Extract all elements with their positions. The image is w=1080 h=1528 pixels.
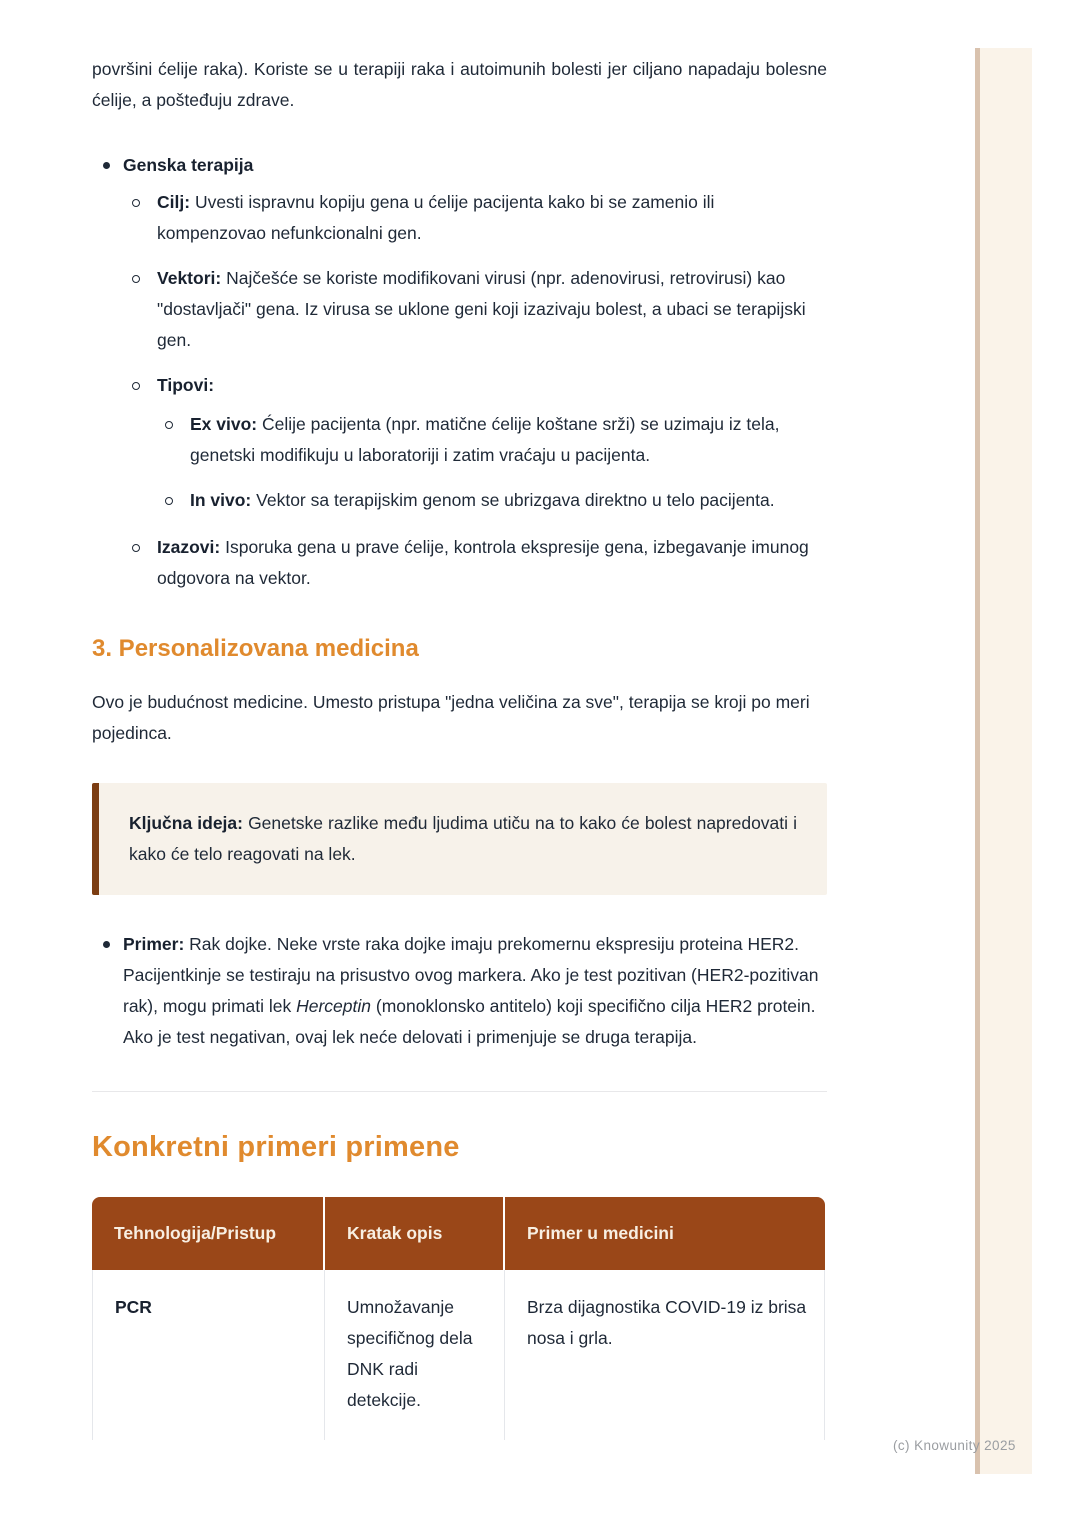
item-text: Uvesti ispravnu kopiju gena u ćelije pacijenta kako bi se zamenio ili kompenzovao nefunkcionalni gen. bbox=[157, 192, 715, 243]
table-header bbox=[92, 1197, 825, 1270]
section-heading-personalizovana-medicina: 3. Personalizovana medicina bbox=[92, 635, 419, 662]
item-text: Isporuka gena u prave ćelije, kontrola ekspresije gena, izbegavanje imunog odgovora na vektor. bbox=[157, 537, 809, 588]
column-header-medical-example: Primer u medicini bbox=[505, 1197, 825, 1270]
list-item bbox=[123, 370, 827, 516]
list-item bbox=[123, 187, 827, 249]
bullet-circle-icon bbox=[132, 199, 140, 207]
item-label: Vektori: bbox=[157, 268, 222, 288]
document-content bbox=[92, 0, 827, 1440]
drug-name-italic: Herceptin bbox=[296, 996, 372, 1016]
item-text: Najčešće se koriste modifikovani virusi (npr. adenovirusi, retrovirusi) kao "dostavljači" gena. Iz virusa se uklone geni koji izazivaju bolest, a ubaci se terapijski gen. bbox=[157, 268, 806, 350]
item-text: Vektor sa terapijskim genom se ubrizgava direktno u telo pacijenta. bbox=[256, 490, 775, 510]
bullet-circle-icon bbox=[132, 382, 140, 390]
item-text: (monoklonsko antitelo) koji specifično cilja HER2 protein. Ako je test negativan, ovaj lek neće delovati i primenjuje se druga terapija. bbox=[123, 996, 816, 1047]
list-item bbox=[92, 150, 827, 594]
list-item-title: Genska terapija bbox=[123, 155, 254, 175]
section-heading-konkretni-primeri: Konkretni primeri primene bbox=[92, 1131, 460, 1163]
item-label: Primer: bbox=[123, 934, 185, 954]
list-item bbox=[123, 263, 827, 356]
item-text: Ćelije pacijenta (npr. matične ćelije koštane srži) se uzimaju iz tela, genetski modifikuju u laboratoriji i zatim vraćaju u pacijenta. bbox=[190, 414, 780, 465]
bullet-circle-icon bbox=[132, 275, 140, 283]
table-row bbox=[92, 1270, 825, 1440]
callout-label: Ključna ideja: bbox=[129, 813, 243, 833]
section-paragraph: Ovo je budućnost medicine. Umesto pristupa "jedna veličina za sve", terapija se kroji po meri pojedinca. bbox=[92, 692, 810, 743]
item-label: Izazovi: bbox=[157, 537, 221, 557]
types-sublist bbox=[157, 409, 827, 516]
item-label: In vivo: bbox=[190, 490, 252, 510]
item-text: Rak dojke. Neke vrste raka dojke imaju prekomernu ekspresiju proteina HER2. Pacijentkinje se testiraju na prisustvo ovog markera. Ako je test pozitivan (HER2-pozitivan rak), mogu primati lek bbox=[123, 934, 819, 1016]
key-idea-callout bbox=[92, 783, 827, 895]
item-label: Tipovi: bbox=[157, 375, 215, 395]
bullet-disc-icon bbox=[103, 162, 110, 169]
list-item bbox=[92, 929, 827, 1053]
list-item bbox=[157, 409, 827, 471]
column-header-technology: Tehnologija/Pristup bbox=[92, 1197, 325, 1270]
cell-description: Umnožavanje specifičnog dela DNK radi detekcije. bbox=[325, 1270, 505, 1440]
callout-text: Genetske razlike među ljudima utiču na to kako će bolest napredovati i kako će telo reagovati na lek. bbox=[129, 813, 797, 864]
section-divider bbox=[92, 1091, 827, 1092]
item-label: Ex vivo: bbox=[190, 414, 258, 434]
list-item bbox=[157, 485, 827, 516]
cell-technology: PCR bbox=[92, 1270, 325, 1440]
cell-medical-example: Brza dijagnostika COVID-19 iz brisa nosa i grla. bbox=[505, 1270, 825, 1440]
bullet-circle-icon bbox=[165, 497, 173, 505]
gene-therapy-list bbox=[92, 150, 827, 594]
bullet-circle-icon bbox=[132, 544, 140, 552]
intro-paragraph: površini ćelije raka). Koriste se u terapiji raka i autoimunih bolesti jer ciljano napadaju bolesne ćelije, a pošteđuju zdrave. bbox=[92, 59, 827, 110]
bullet-circle-icon bbox=[165, 421, 173, 429]
item-label: Cilj: bbox=[157, 192, 191, 212]
gene-therapy-sublist bbox=[123, 187, 827, 594]
example-list bbox=[92, 929, 827, 1053]
bullet-disc-icon bbox=[103, 941, 110, 948]
copyright-watermark: (c) Knowunity 2025 bbox=[893, 1438, 1016, 1453]
column-header-description: Kratak opis bbox=[325, 1197, 505, 1270]
list-item bbox=[123, 532, 827, 594]
examples-table bbox=[92, 1197, 825, 1440]
